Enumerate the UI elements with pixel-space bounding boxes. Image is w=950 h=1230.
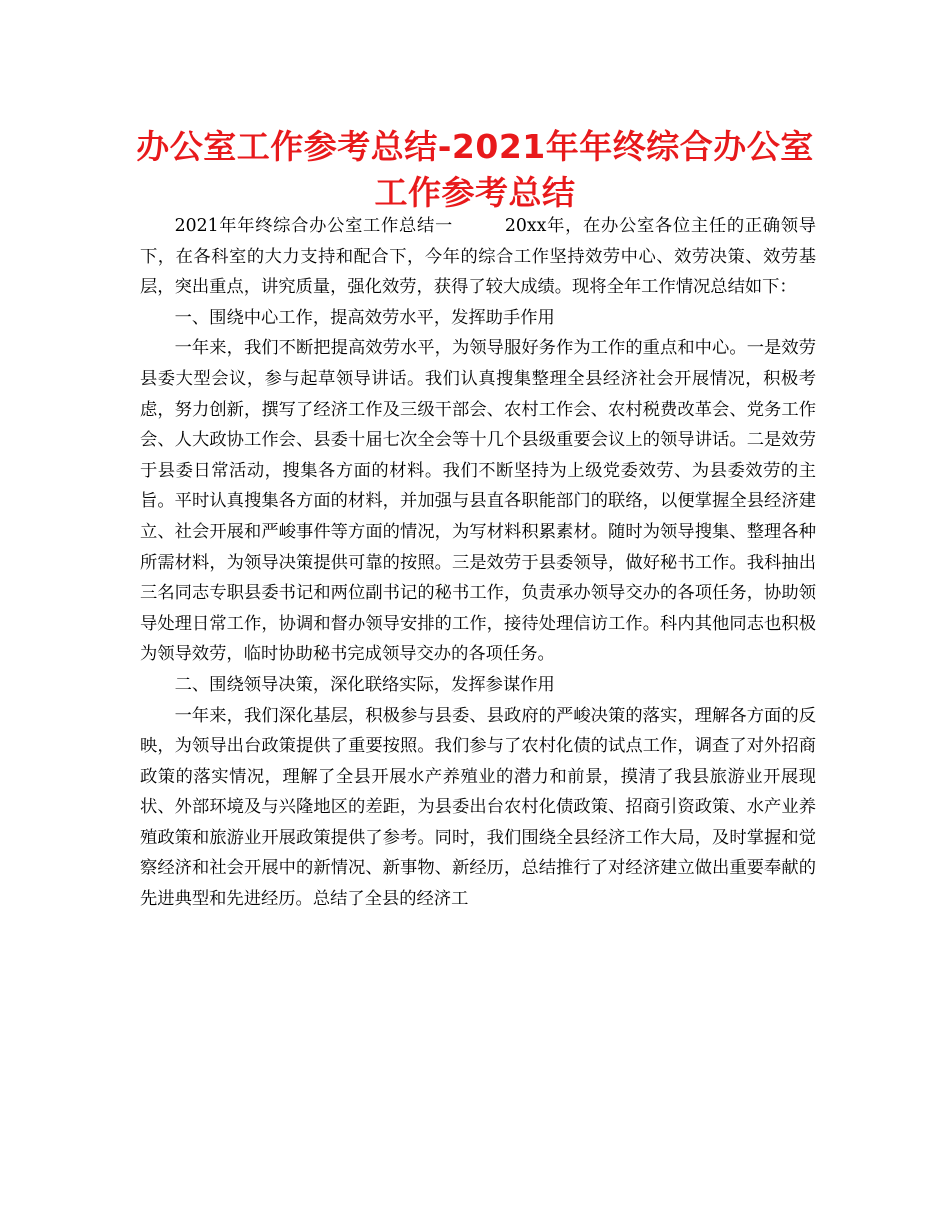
section1-paragraph: 一年来，我们不断把提高效劳水平，为领导服好务作为工作的重点和中心。一是效劳县委大型会议，参与起草领导讲话。我们认真搜集整理全县经济社会开展情况，积极考虑，努力创新，撰写了经济工作及三级干部会、农村工作会、农村税费改革会、党务工作会、人大政协工作会、县委十届七次全会等十几个县级重要会议上的领导讲话。二是效劳于县委日常活动，搜集各方面的材料。我们不断坚持为上级党委效劳、为县委效劳的主旨。平时认真搜集各方面的材料，并加强与县直各职能部门的联络，以便掌握全县经济建立、社会开展和严峻事件等方面的情况，为写材料积累素材。随时为领导搜集、整理各种所需材料，为领导决策提供可靠的按照。三是效劳于县委领导，做好秘书工作。我科抽出三名同志专职县委书记和两位副书记的秘书工作，负责承办领导交办的各项任务，协助领导处理日常工作，协调和督办领导安排的工作，接待处理信访工作。科内其他同志也积极为领导效劳，临时协助秘书完成领导交办的各项任务。 [140, 338, 816, 665]
intro-text: 20xx年，在办公室各位主任的正确领导下，在各科室的大力支持和配合下，今年的综合工作坚持效劳中心、效劳决策、效劳基层，突出重点，讲究质量，强化效劳，获得了较大成绩。现将全年工作情况总结如下： [140, 216, 817, 298]
intro-paragraph [140, 211, 816, 303]
document-body [140, 211, 816, 915]
document-title: 办公室工作参考总结-2021年年终综合办公室工作参考总结 [136, 127, 814, 212]
intro-heading: 2021年年终综合办公室工作总结一 [174, 216, 453, 236]
section2-heading: 二、围绕领导决策，深化联络实际，发挥参谋作用 [174, 674, 555, 695]
section2-paragraph: 一年来，我们深化基层，积极参与县委、县政府的严峻决策的落实，理解各方面的反映，为领导出台政策提供了重要按照。我们参与了农村化债的试点工作，调查了对外招商政策的落实情况，理解了全县开展水产养殖业的潜力和前景，摸清了我县旅游业开展现状、外部环境及与兴隆地区的差距，为县委出台农村化债政策、招商引资政策、水产业养殖政策和旅游业开展政策提供了参考。同时，我们围绕全县经济工作大局，及时掌握和觉察经济和社会开展中的新情况、新事物、新经历，总结推行了对经济建立做出重要奉献的先进典型和先进经历。总结了全县的经济工 [140, 705, 816, 910]
section1-heading: 一、围绕中心工作，提高效劳水平，发挥助手作用 [174, 307, 555, 328]
